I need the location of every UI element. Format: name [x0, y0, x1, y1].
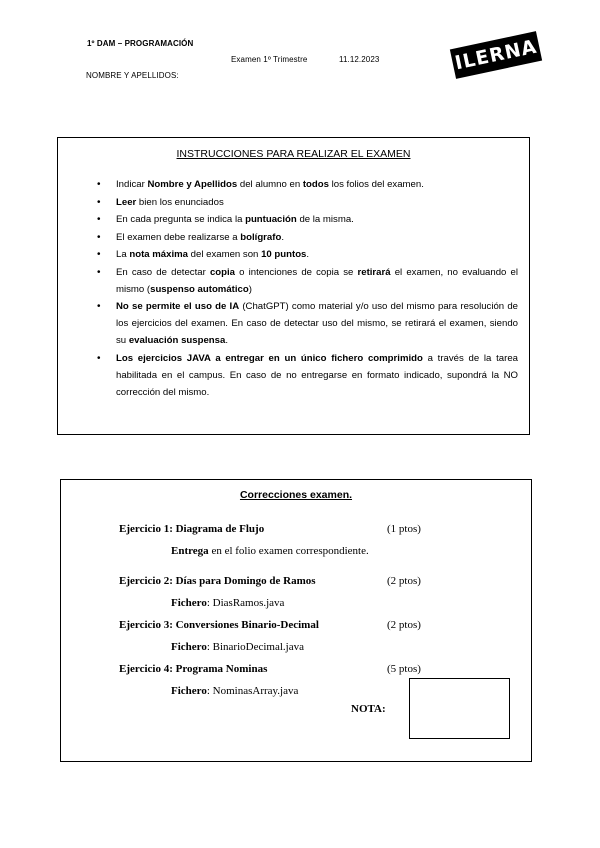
exercise-file [171, 597, 284, 609]
exercise-title: Ejercicio 1: Diagrama de Flujo [119, 523, 265, 535]
instruction-text: La [116, 249, 130, 260]
instructions-box [57, 137, 530, 435]
instruction-bold-text: puntuación [245, 214, 297, 225]
instruction-item [97, 211, 518, 228]
bullet-icon: • [97, 196, 101, 208]
nota-label: NOTA: [351, 703, 386, 715]
instruction-text: de la misma. [296, 214, 354, 225]
instruction-text: del alumno en [237, 179, 303, 190]
instruction-bold-text: retirará [357, 266, 391, 278]
name-label: NOMBRE Y APELLIDOS: [86, 71, 179, 80]
instruction-item [97, 264, 518, 298]
instruction-bold-text: Leer [116, 196, 137, 208]
exercise-points: (5 ptos) [387, 663, 421, 675]
instruction-text: (ChatGPT) como material y/o uso del mismo para resolución de los ejercicios del examen. En caso de detectar uso del mismo, se retirará el examen, siendo su [116, 301, 518, 346]
instruction-item [97, 350, 518, 401]
bullet-icon: • [97, 214, 101, 225]
exercise-file [171, 641, 304, 653]
instruction-text: En caso de detectar [116, 266, 210, 278]
instruction-text: Indicar [116, 179, 148, 190]
instruction-text: . [306, 249, 310, 260]
instruction-text: a través de la tarea habilitada en el campus. En caso de no entregarse en formato indicado, supondrá la NO corrección del mismo. [116, 352, 518, 398]
corrections-title: Correcciones examen. [239, 489, 353, 501]
exercise-file-value: : BinarioDecimal.java [206, 641, 304, 653]
bullet-icon: • [97, 352, 101, 364]
instruction-item [97, 298, 518, 349]
instruction-item [97, 176, 518, 193]
instruction-text: . [225, 335, 228, 346]
exercise-points: (2 ptos) [387, 575, 421, 587]
ilerna-logo: ILERNA [450, 31, 542, 79]
exercise-file-value: : DiasRamos.java [206, 597, 285, 609]
instruction-bold-text: evaluación suspensa [128, 335, 226, 346]
instruction-bold-text: todos [302, 179, 329, 190]
instruction-item [97, 229, 518, 246]
instruction-bold-text: Nombre y Apellidos [147, 179, 238, 190]
bullet-icon: • [97, 301, 101, 312]
instruction-bold-text: 10 puntos [261, 249, 307, 260]
instruction-bold-text: suspenso automático [150, 283, 249, 295]
instruction-text: o intenciones de copia se [235, 266, 358, 278]
instruction-item [97, 246, 518, 263]
instructions-list [97, 176, 518, 401]
instruction-bold-text: nota máxima [129, 249, 188, 260]
bullet-icon: • [97, 266, 101, 278]
exercise-file [171, 545, 369, 557]
exercise-file-label: Fichero [171, 597, 207, 609]
exercise-title: Ejercicio 3: Conversiones Binario-Decimal [119, 619, 319, 631]
instruction-text: En cada pregunta se indica la [116, 214, 246, 225]
instruction-text: el examen, no evaluando el mismo ( [116, 266, 518, 295]
exam-label: Examen 1º Trimestre [231, 55, 308, 64]
instruction-bold-text: Los ejercicios JAVA a entregar en un único fichero comprimido [116, 352, 423, 364]
exercise-file-label: Entrega [171, 545, 209, 557]
instruction-text: ) [248, 283, 252, 295]
exercise-file-label: Fichero [171, 685, 207, 697]
instruction-bold-text: No se permite el uso de IA [116, 301, 240, 312]
exercise-points: (1 ptos) [387, 523, 421, 535]
exercise-title: Ejercicio 4: Programa Nominas [119, 663, 268, 675]
instruction-text: bien los enunciados [136, 196, 224, 208]
instruction-text: . [281, 231, 284, 243]
instructions-title: INSTRUCCIONES PARA REALIZAR EL EXAMEN [176, 148, 411, 160]
exercise-file [171, 685, 298, 697]
instruction-text: los folios del examen. [328, 179, 424, 190]
instruction-text: El examen debe realizarse a [116, 231, 241, 243]
bullet-icon: • [97, 231, 101, 243]
instruction-bold-text: bolígrafo [240, 231, 282, 243]
nota-box [409, 678, 510, 739]
instruction-text: del examen son [188, 249, 262, 260]
instruction-bold-text: copia [209, 266, 235, 278]
corrections-box [60, 479, 532, 762]
exercise-file-value: : NominasArray.java [206, 685, 299, 697]
course-label: 1º DAM – PROGRAMACIÓN [87, 39, 194, 48]
exercise-title: Ejercicio 2: Días para Domingo de Ramos [119, 575, 316, 587]
exercise-file-label: Fichero [171, 641, 207, 653]
instruction-item [97, 194, 518, 211]
bullet-icon: • [97, 179, 101, 190]
exercise-points: (2 ptos) [387, 619, 421, 631]
exercise-file-value: en el folio examen correspondiente. [208, 545, 369, 557]
exam-date: 11.12.2023 [339, 55, 380, 64]
bullet-icon: • [97, 249, 101, 260]
